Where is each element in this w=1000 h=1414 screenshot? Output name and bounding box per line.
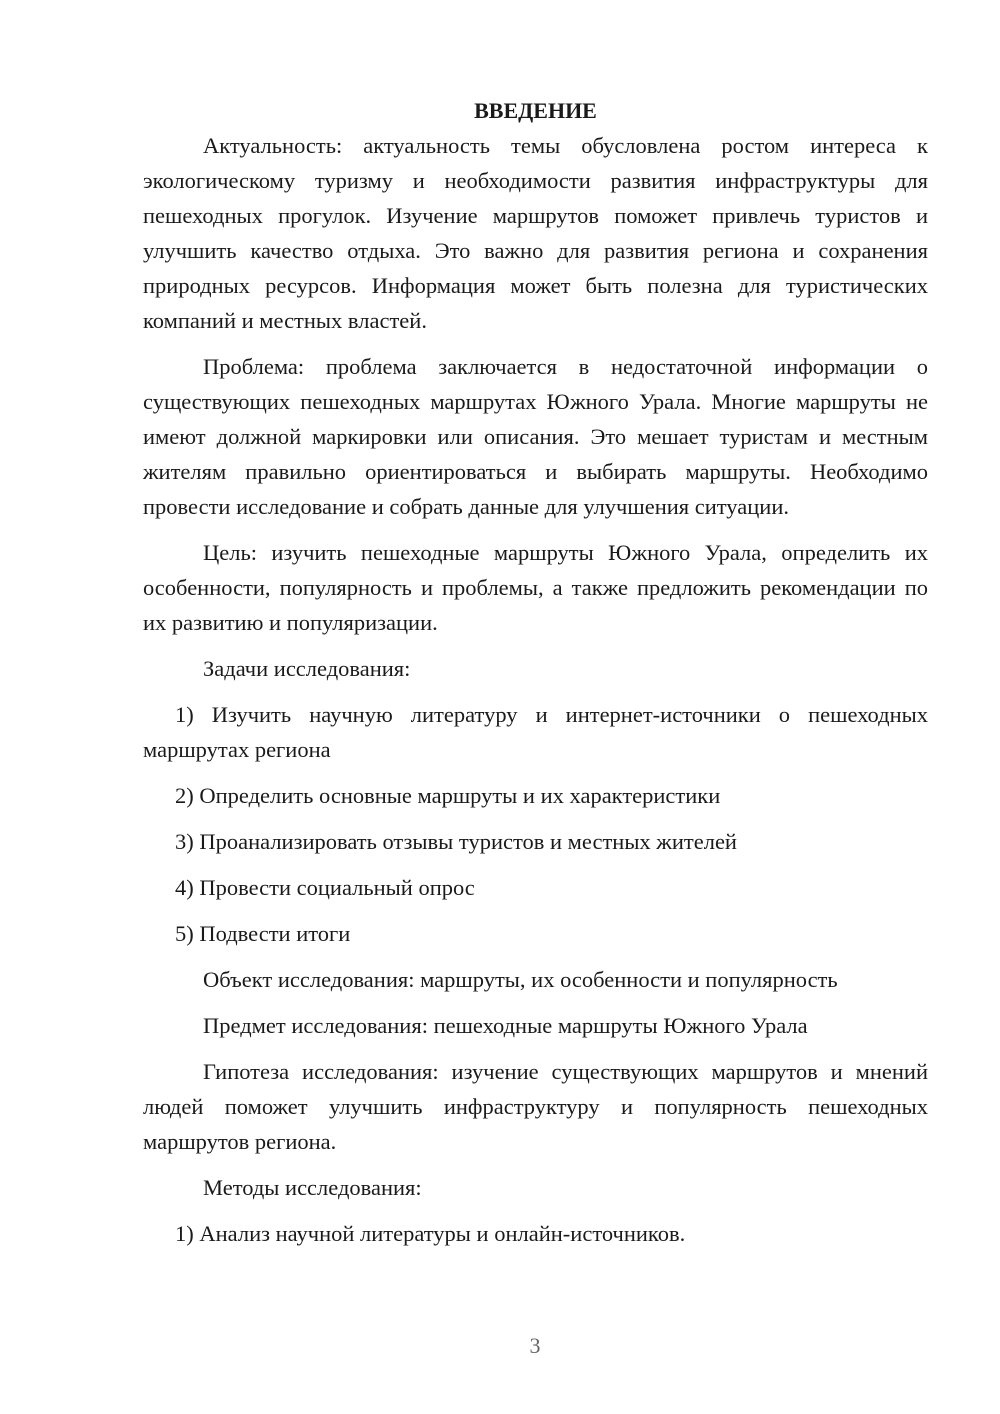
relevance-paragraph: Актуальность: актуальность темы обусловлена ростом интереса к экологическому туризму и необходимости развития инфраструктуры для пешеходных прогулок. Изучение маршрутов поможет привлечь туристов и улучшить качество отдыха. Это важно для развития региона и сохранения природных ресурсов. Информация может быть полезна для туристических компаний и местных властей. — [143, 133, 928, 333]
subject-paragraph: Предмет исследования: пешеходные маршруты Южного Урала — [203, 1013, 808, 1038]
hypothesis-paragraph: Гипотеза исследования: изучение существующих маршрутов и мнений людей поможет улучшить инфраструктуру и популярность пешеходных маршрутов региона. — [143, 1059, 928, 1154]
method-item: 1) Анализ научной литературы и онлайн-источников. — [175, 1221, 686, 1246]
document-body — [143, 94, 928, 1262]
task-item: 4) Провести социальный опрос — [175, 875, 475, 900]
tasks-heading: Задачи исследования: — [203, 656, 411, 681]
task-item: 1) Изучить научную литературу и интернет-источники о пешеходных маршрутах региона — [143, 702, 928, 762]
goal-paragraph: Цель: изучить пешеходные маршруты Южного Урала, определить их особенности, популярность и проблемы, а также предложить рекомендации по их развитию и популяризации. — [143, 540, 928, 635]
object-paragraph: Объект исследования: маршруты, их особенности и популярность — [203, 967, 838, 992]
problem-paragraph: Проблема: проблема заключается в недостаточной информации о существующих пешеходных маршрутах Южного Урала. Многие маршруты не имеют должной маркировки или описания. Это мешает туристам и местным жителям правильно ориентироваться и выбирать маршруты. Необходимо провести исследование и собрать данные для улучшения ситуации. — [143, 354, 928, 519]
methods-heading: Методы исследования: — [203, 1175, 422, 1200]
task-item: 3) Проанализировать отзывы туристов и местных жителей — [175, 829, 737, 854]
task-item: 2) Определить основные маршруты и их характеристики — [175, 783, 721, 808]
page-title: ВВЕДЕНИЕ — [474, 98, 597, 123]
page-number: 3 — [529, 1333, 541, 1358]
task-item: 5) Подвести итоги — [175, 921, 351, 946]
